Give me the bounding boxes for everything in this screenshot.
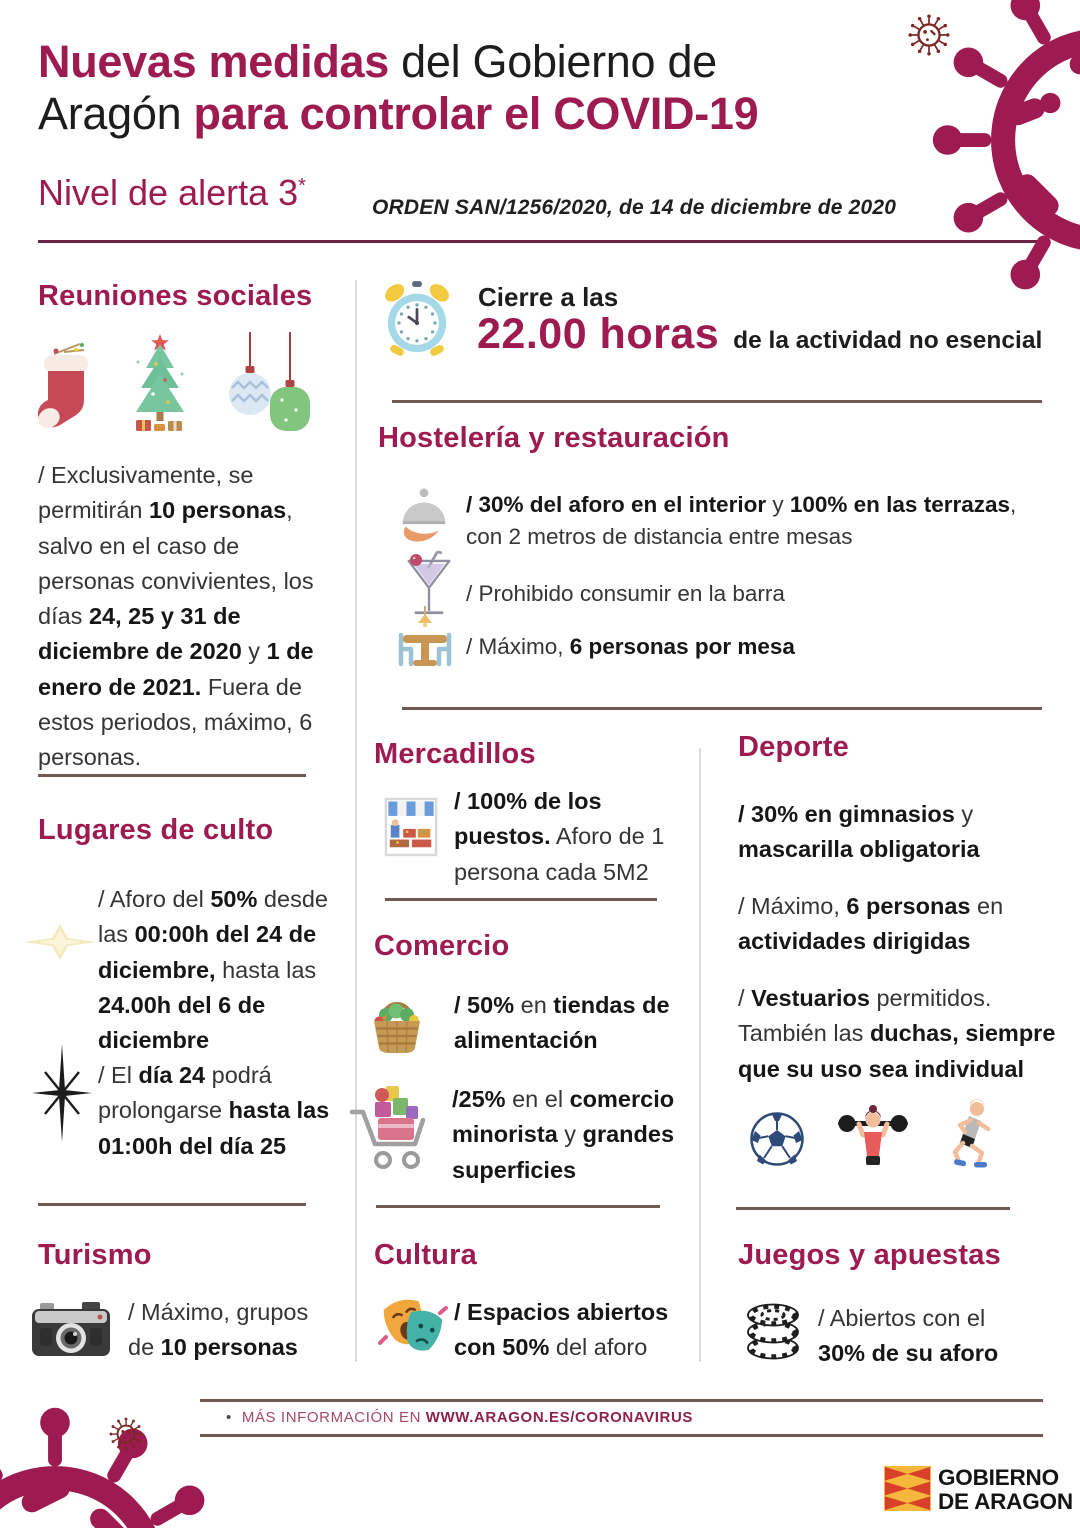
gobierno-aragon-logo — [884, 1466, 1073, 1513]
order-reference: ORDEN SAN/1256/2020, de 14 de diciembre de 2020 — [372, 196, 897, 219]
left-rule-1 — [38, 774, 306, 777]
christmas-tree-icon — [128, 332, 192, 438]
turismo-item-1: / Máximo, grupos de 10 personas — [128, 1299, 309, 1361]
deporte-item-3: / Vestuarios permitidos. También las duchas, siempre que su uso sea individual — [738, 985, 1056, 1082]
food-basket-icon — [366, 990, 428, 1054]
cultura-item-1: / Espacios abiertos con 50% del aforo — [454, 1299, 669, 1361]
market-stall-icon — [384, 796, 438, 858]
theater-masks-icon — [378, 1293, 450, 1361]
deporte-item-1: / 30% en gimnasios y mascarilla obligatoria — [738, 801, 980, 863]
ornaments-icon — [224, 332, 314, 438]
logo-line1: GOBIERNO — [938, 1465, 1059, 1490]
alarm-clock-icon — [382, 280, 452, 362]
page-title-line2: Aragón para controlar el COVID-19 — [38, 88, 759, 140]
juegos-item-1: / Abiertos con el 30% de su aforo — [818, 1305, 999, 1367]
header-rule — [38, 240, 1042, 243]
aragon-flag-icon — [884, 1466, 931, 1511]
column-divider-right — [699, 748, 701, 1362]
christmas-stocking-icon — [36, 334, 94, 438]
hosteleria-item-3: / Máximo, 6 personas por mesa — [466, 634, 795, 659]
center-rule-bottom — [376, 1205, 660, 1208]
logo-line2: DE ARAGON — [938, 1488, 1073, 1514]
closure-suffix: de la actividad no esencial — [733, 327, 1043, 354]
closure-row — [477, 310, 1042, 359]
column-divider-left — [355, 280, 357, 1362]
coronavirus-outline-icon — [106, 1414, 146, 1454]
table-chairs-icon — [394, 606, 456, 674]
right-rule-bottom — [736, 1207, 1010, 1210]
footer-info-url: WWW.ARAGON.ES/CORONAVIRUS — [425, 1409, 693, 1426]
camera-icon — [32, 1300, 110, 1360]
weightlifting-icon — [836, 1104, 910, 1170]
running-icon — [934, 1098, 1000, 1174]
page-title-line1: Nuevas medidas del Gobierno de — [38, 36, 717, 87]
hosteleria-item-1: / 30% del aforo en el interior y 100% en las terrazas, con 2 metros de distancia entre mesas — [466, 492, 1017, 549]
footer-info-prefix: MÁS INFORMACIÓN EN — [241, 1409, 426, 1426]
comercio-item-2: /25% en el comercio minorista y grandes superficies — [452, 1086, 675, 1183]
mercadillos-rule — [385, 898, 657, 901]
poker-chips-icon — [744, 1299, 802, 1363]
logo-text — [938, 1466, 1073, 1513]
section-title-juegos: Juegos y apuestas — [738, 1239, 1001, 1271]
closure-prefix: Cierre a las — [478, 282, 619, 312]
sparkle-star-icon — [30, 1044, 94, 1142]
comercio-item-1: / 50% en tiendas de alimentación — [454, 992, 670, 1054]
mercadillos-item-1: / 100% de los puestos. Aforo de 1 persona cada 5M2 — [454, 788, 665, 885]
culto-item-2: / El día 24 podrá prolongarse hasta las 01:00h del día 25 — [98, 1062, 330, 1159]
footer-rule-bottom — [200, 1434, 1043, 1437]
shopping-cart-icon — [348, 1078, 434, 1172]
serving-dish-icon — [398, 486, 452, 544]
deporte-item-2: / Máximo, 6 personas en actividades dirigidas — [738, 893, 1004, 955]
section-title-culto: Lugares de culto — [38, 814, 274, 846]
footer-rule-top — [200, 1399, 1043, 1402]
section-title-hosteleria: Hostelería y restauración — [378, 422, 730, 454]
section-title-reuniones: Reuniones sociales — [38, 280, 313, 312]
culto-item-1: / Aforo del 50% desde las 00:00h del 24 de diciembre, hasta las 24.00h del 6 de diciembre — [98, 886, 328, 1053]
section-title-turismo: Turismo — [38, 1239, 152, 1271]
section-title-comercio: Comercio — [374, 930, 510, 962]
alert-level: Nivel de alerta 3* — [38, 172, 306, 213]
section-title-mercadillos: Mercadillos — [374, 738, 536, 770]
footer-bullet: • — [226, 1409, 232, 1426]
coronavirus-icon — [918, 0, 1080, 325]
glow-star-icon — [24, 924, 96, 960]
section-title-cultura: Cultura — [374, 1239, 477, 1271]
hosteleria-item-2: / Prohibido consumir en la barra — [466, 581, 785, 606]
page-title — [38, 36, 878, 140]
left-rule-2 — [38, 1203, 306, 1206]
closure-rule — [392, 400, 1042, 403]
footer-info — [226, 1409, 693, 1426]
hosteleria-rule — [402, 707, 1042, 710]
soccer-ball-icon — [748, 1110, 806, 1168]
section-title-deporte: Deporte — [738, 731, 849, 763]
reuniones-body: / Exclusivamente, se permitirán 10 personas, salvo en el caso de personas convivientes, los días 24, 25 y 31 de diciembre de 2020 y 1 de enero de 2021. Fuera de estos periodos, máximo, 6 personas. — [38, 462, 314, 770]
alert-asterisk: * — [298, 175, 306, 197]
closure-time: 22.00 horas — [477, 310, 720, 358]
